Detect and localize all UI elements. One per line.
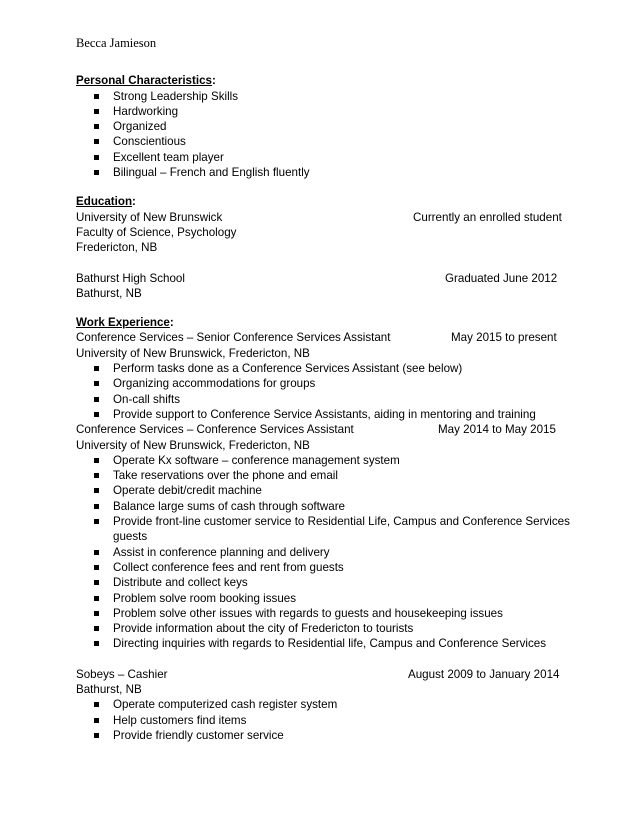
job-title: Sobeys – Cashier [76, 667, 168, 681]
square-bullet-icon [94, 397, 99, 402]
list-item-text: Distribute and collect keys [113, 576, 248, 590]
square-bullet-icon [94, 139, 99, 144]
list-item [76, 545, 576, 560]
list-item [76, 453, 576, 468]
square-bullet-icon [94, 412, 99, 417]
square-bullet-icon [94, 473, 99, 478]
job-duties-list [76, 697, 576, 743]
list-item [76, 697, 576, 712]
work-section [76, 315, 576, 743]
school-detail: Fredericton, NB [76, 241, 158, 255]
list-item [76, 165, 576, 180]
list-item [76, 119, 576, 134]
work-heading-colon: : [169, 316, 174, 330]
list-item-text: Balance large sums of cash through software [113, 499, 345, 513]
list-item-text: Assist in conference planning and delivery [113, 545, 330, 559]
square-bullet-icon [94, 124, 99, 129]
square-bullet-icon [94, 641, 99, 646]
list-item [76, 499, 576, 514]
job-header [76, 667, 576, 682]
list-item [76, 621, 576, 636]
personal-heading: Personal Characteristics [76, 74, 212, 88]
square-bullet-icon [94, 519, 99, 524]
square-bullet-icon [94, 596, 99, 601]
list-item [76, 361, 576, 376]
list-item [76, 89, 576, 104]
list-item-text: Operate computerized cash register system [113, 698, 338, 712]
resume-page [76, 36, 576, 743]
list-item-text: Directing inquiries with regards to Residential life, Campus and Conference Services [113, 637, 547, 651]
job-header [76, 330, 576, 345]
work-heading-row [76, 315, 576, 330]
square-bullet-icon [94, 580, 99, 585]
list-item-text: Perform tasks done as a Conference Services Assistant (see below) [113, 362, 463, 376]
list-item [76, 104, 576, 119]
square-bullet-icon [94, 565, 99, 570]
candidate-name: Becca Jamieson [76, 36, 157, 50]
school-status: Graduated June 2012 [445, 271, 558, 285]
education-entry-uni [76, 210, 576, 225]
square-bullet-icon [94, 170, 99, 175]
square-bullet-icon [94, 458, 99, 463]
education-section [76, 194, 576, 301]
list-item [76, 606, 576, 621]
personal-heading-colon: : [211, 74, 216, 88]
education-entry-highschool [76, 271, 576, 286]
personal-list [76, 89, 576, 181]
education-heading-colon: : [132, 195, 136, 209]
square-bullet-icon [94, 733, 99, 738]
list-item-text: Collect conference fees and rent from guests [113, 560, 344, 574]
list-item-text: Conscientious [113, 135, 186, 149]
personal-heading-row [76, 73, 576, 88]
school-detail: Faculty of Science, Psychology [76, 225, 237, 239]
list-item-text: Provide information about the city of Fredericton to tourists [113, 622, 414, 636]
square-bullet-icon [94, 504, 99, 509]
list-item [76, 636, 576, 651]
list-item-text: Help customers find items [113, 713, 247, 727]
square-bullet-icon [94, 155, 99, 160]
list-item-text: On-call shifts [113, 392, 181, 406]
list-item-text: Bilingual – French and English fluently [113, 166, 310, 180]
square-bullet-icon [94, 550, 99, 555]
list-item-text: Provide friendly customer service [113, 728, 284, 742]
job-duties-list [76, 453, 576, 652]
square-bullet-icon [94, 626, 99, 631]
list-item-text: Problem solve other issues with regards to guests and housekeeping issues [113, 606, 503, 620]
list-item [76, 514, 583, 545]
list-item [76, 483, 576, 498]
job-dates: May 2015 to present [451, 331, 557, 345]
list-item-text: Provide support to Conference Service Assistants, aiding in mentoring and training [113, 407, 536, 421]
list-item-text: Excellent team player [113, 150, 224, 164]
list-item-text: Organizing accommodations for groups [113, 377, 316, 391]
square-bullet-icon [94, 109, 99, 114]
education-heading: Education [76, 195, 133, 209]
list-item-text: Problem solve room booking issues [113, 591, 297, 605]
list-item [76, 591, 576, 606]
square-bullet-icon [94, 381, 99, 386]
list-item-text: Provide front-line customer service to Residential Life, Campus and Conference Services guests [113, 515, 570, 544]
list-item-text: Operate debit/credit machine [113, 484, 262, 498]
list-item [76, 376, 576, 391]
education-heading-row [76, 194, 576, 209]
personal-section [76, 73, 576, 180]
square-bullet-icon [94, 94, 99, 99]
job-header [76, 422, 576, 437]
school-name: Bathurst High School [76, 271, 185, 285]
list-item [76, 150, 576, 165]
job-title: Conference Services – Senior Conference Services Assistant [76, 331, 391, 345]
square-bullet-icon [94, 702, 99, 707]
job-location: University of New Brunswick, Fredericton, NB [76, 438, 310, 452]
list-item [76, 713, 576, 728]
list-item-text: Organized [113, 120, 167, 134]
list-item [76, 407, 576, 422]
job-title: Conference Services – Conference Services Assistant [76, 423, 354, 437]
list-item [76, 728, 576, 743]
list-item [76, 560, 576, 575]
list-item [76, 392, 576, 407]
job-location: Bathurst, NB [76, 682, 142, 696]
square-bullet-icon [94, 611, 99, 616]
square-bullet-icon [94, 718, 99, 723]
school-status: Currently an enrolled student [413, 210, 562, 224]
list-item-text: Strong Leadership Skills [113, 89, 239, 103]
school-detail: Bathurst, NB [76, 286, 142, 300]
list-item-text: Hardworking [113, 104, 179, 118]
list-item [76, 468, 576, 483]
list-item [76, 134, 576, 149]
square-bullet-icon [94, 488, 99, 493]
list-item-text: Operate Kx software – conference management system [113, 453, 400, 467]
list-item [76, 575, 576, 590]
square-bullet-icon [94, 366, 99, 371]
job-dates: May 2014 to May 2015 [438, 423, 556, 437]
job-duties-list [76, 361, 576, 422]
list-item-text: Take reservations over the phone and email [113, 469, 338, 483]
school-name: University of New Brunswick [76, 210, 223, 224]
job-dates: August 2009 to January 2014 [408, 667, 560, 681]
work-heading: Work Experience [76, 316, 170, 330]
job-location: University of New Brunswick, Fredericton, NB [76, 346, 310, 360]
